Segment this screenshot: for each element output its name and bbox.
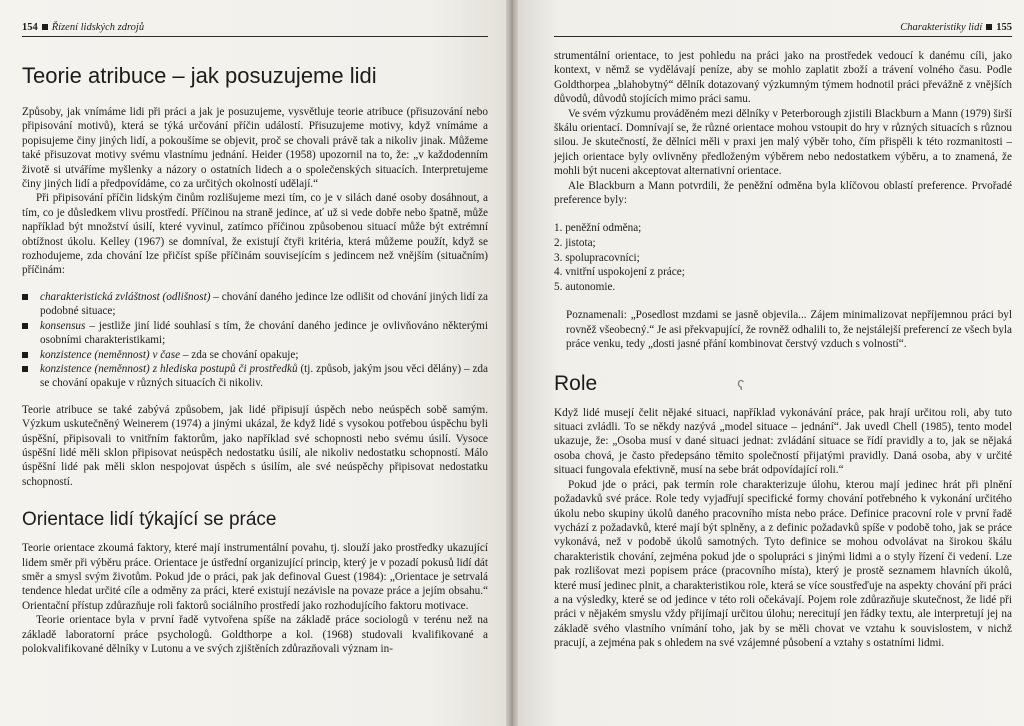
page-number-right: 155 bbox=[996, 22, 1012, 33]
paragraph-quote-observations: Poznamenali: „Posedlost mzdami se jasně objevila... Zájem minimalizovat nepříjemnou práci byl rovněž všeobecný.“ Je asi překvapující, že rovněž odhalili to, že nejstálejší preferencí ze všech byla práce venku, tedy „dosti jasné přání kombinovat čerstvý vzduch s volností“. bbox=[566, 309, 1012, 351]
running-title-right: Charakteristiky lidí bbox=[900, 22, 983, 33]
heading-role-text: Role bbox=[554, 371, 598, 395]
square-bullet-icon bbox=[22, 366, 28, 372]
list-item: 5. autonomie. bbox=[554, 280, 616, 293]
paragraph-role-definition: Pokud jde o práci, pak termín role charakterizuje úlohu, kterou mají jedinec hrát při plnění požadavků své práce. Role tedy vyjadřují specifické formy chování potřebného k vykonání určitého úkolu nebo skupiny úkolů daného pracovního místa nebo práce. Definice pracovní role v první řadě vychází z požadavků, které mají být splněny, a z definic požadavků spíše v podobě toho, jak se práce vykonává, než v podobě úkolů samotných. Tyto definice se mohou odvolávat na širokou škálu charakteristik chování, zejména pokud jde o spolupráci s jinými lidmi a o styly řízení či vedení. Lze pak rozlišovat mezi popisem práce (pracovního místa), který je prostě seznamem hlavních úkolů, které musí jedinec plnit, a charakteristikou role, která se více soustřeďuje na aspekty chování při práci a na výsledky, které se od jedince v této roli očekávají. Pojem role zdůrazňuje skutečnost, že lidé při práci v nějakém smyslu vždy přijímají určitou úlohu; nerecitují jen řádky textu, ale interpretují jej na základě svého vlastního vnímání toho, jak by se měli chovat ve vztahu k souvislostem, v nichž pracují, a zejména pak s ohledem na své vzájemné působení a vztahy s ostatními lidmi. bbox=[554, 478, 1012, 650]
heading-work-orientation: Orientace lidí týkající se práce bbox=[22, 509, 277, 531]
paragraph-orientation-theory: Teorie orientace zkoumá faktory, které mají instrumentální povahu, tj. slouží jako prostředky ukazující lidem směr při výběru práce. Orientace je ústřední organizující princip, který je v pozadí pokusů lidí dát směr a smysl svým životům. Pokud jde o práci, pak jak definoval Guest (1984): „Orientace je setrvalá tendence hledat určité cíle a odměny za práci, které existují nezávisle na povaze práce a jejím obsahu.“ Orientační přístup zdůrazňuje roli faktorů sociálního prostředí jako rozhodujícího faktoru motivace. bbox=[22, 542, 488, 612]
paragraph-role-situation: Když lidé musejí čelit nějaké situaci, například vykonávání práce, pak hrají určitou roli, aby tuto situaci zvládli. To se někdy nazývá „model situace – jednání“. Jak uvedl Chell (1985), tento model ukazuje, že: „Osoba musí v dané situaci jednat: zvládání situace se řídí pravidly a to, jak se nějaká osoba chová, je často předepsáno těmito společností přijatými pravidly. Daná osoba, aby v určité situaci fungovala efektivně, musí na sebe brát odpovídající roli.“ bbox=[554, 406, 1012, 477]
square-bullet-icon bbox=[42, 24, 48, 30]
page-number-left: 154 bbox=[22, 22, 38, 33]
list-item: 2. jistota; bbox=[554, 237, 596, 250]
list-item: 4. vnitřní uspokojení z práce; bbox=[554, 266, 685, 279]
paragraph-attribution-causes: Při připisování příčin lidským činům rozlišujeme mezi tím, co je v silách dané osoby dosáhnout, a tím, co je důsledkem vlivu prostředí. Příčinou na straně jedince, ať už si vede dobře nebo špatně, může například být množství úsilí, které vyvinul, zatímco příčinou způsobenou situací může být extrémní obtížnost úkolu. Kelley (1967) se domníval, že existují čtyři kritéria, která můžeme použít, když se rozhodujeme, zda chování lze přičíst spíše příčinám souvisejícím s jedincem než vnějším (situačním) příčinám: bbox=[22, 192, 488, 277]
right-page bbox=[518, 0, 1024, 726]
paragraph-attribution-intro: Způsoby, jak vnímáme lidi při práci a jak je posuzujeme, vysvětluje teorie atribuce (přisuzování nebo připisování motivů), která se týká určování příčin událostí. Přisuzujeme motivy, když vnímáme a popisujeme činy jiných lidí, a pokoušíme se objevit, proč se chovali právě tak a nikoliv jinak. Můžeme také přisuzovat motivy svému vlastnímu jednání. Heider (1958) upozornil na to, že: „v každodenním životě si utváříme myšlenky a názory o ostatních lidech a o společenských situacích. Interpretujeme činy jiných lidí a předpovídáme, co za určitých okolností udělají.“ bbox=[22, 106, 488, 191]
list-item: konsensus – jestliže jiní lidé souhlasí s tím, že chování daného jedince je ovlivňováno některými osobními charakteristikami; bbox=[22, 319, 488, 348]
left-page bbox=[0, 0, 506, 726]
list-item: 3. spolupracovníci; bbox=[554, 251, 640, 264]
running-head-right bbox=[554, 22, 1012, 37]
running-head-left bbox=[22, 22, 488, 37]
paragraph-success-attribution: Teorie atribuce se také zabývá způsobem, jak lidé připisují úspěch nebo neúspěch sobě samým. Výzkum uskutečněný Weinerem (1974) a jinými ukázal, že když lidé s vysokou potřebou úspěchu byli úspěšní, připisovali to vnitřním faktorům, jako například své schopnosti nebo svému úsilí. Vysoce úspěšní lidé měli sklon připisovat neúspěch nedostatku úsilí, ale nikoliv nedostatku schopností. Málo úspěšní lidé pak měli sklon nespojovat úspěch s úsilím, ale své neúspěchy připisovat nedostatku schopností. bbox=[22, 403, 488, 488]
book-gutter bbox=[506, 0, 518, 726]
list-item: konzistence (neměnnost) v čase – zda se chování opakuje; bbox=[22, 348, 488, 362]
square-bullet-icon bbox=[986, 24, 992, 30]
paragraph-orientation-sociologists: Teorie orientace byla v první řadě vytvořena spíše na základě práce sociologů v terénu než na základě laboratorní práce psychologů. Goldthorpe a kol. (1968) studovali kvalifikované a polokvalifikované dělníky v Lutonu a ve svých zjištěních zdůrazňovali význam in- bbox=[22, 614, 488, 655]
paragraph-preferences-intro: Ale Blackburn a Mann potvrdili, že peněžní odměna byla klíčovou oblastí preference. Prvořadé preference byly: bbox=[554, 179, 1012, 207]
preferences-list bbox=[554, 221, 1012, 294]
list-item: 1. peněžní odměna; bbox=[554, 222, 642, 235]
paragraph-blackburn-mann: Ve svém výzkumu prováděném mezi dělníky v Peterborough zjistili Blackburn a Mann (1979) širší škálu orientací. Domnívají se, že různé orientace mohou vstoupit do hry v různých situacích s různou silou. Je skutečností, že dělníci měli v praxi jen malý výběr toho, čím přispěli k této rozmanitosti – jejich orientace byly ovlivněny předloženým výběrem nebo nedostatkem výběru, a to znamená, že mohli být nuceni akceptovat alternativní orientace. bbox=[554, 107, 1012, 178]
square-bullet-icon bbox=[22, 352, 28, 358]
square-bullet-icon bbox=[22, 323, 28, 329]
kelley-criteria-list bbox=[22, 290, 488, 391]
paragraph-instrumental-orientation: strumentální orientace, to jest pohledu na práci jako na prostředek vedoucí k danému cíli, jako kontext, v němž se vydělávají peníze, aby se mohlo zaplatit zboží a trávení volného času. Podle Goldthorpea „blahobytný“ dělník dotazovaný výzkumným týmem hodnotil práci převážně z vnějších důvodů, důvodů stojících mimo práci samu. bbox=[554, 50, 1012, 106]
heading-attribution-theory: Teorie atribuce – jak posuzujeme lidi bbox=[22, 63, 377, 88]
margin-mark-icon: ʕ bbox=[737, 376, 745, 393]
square-bullet-icon bbox=[22, 294, 28, 300]
heading-role bbox=[554, 372, 1012, 396]
running-title-left: Řízení lidských zdrojů bbox=[51, 22, 145, 33]
list-item: konzistence (neměnnost) z hlediska postupů či prostředků (tj. způsob, jakým jsou věci dělány) – zda se chování opakuje v různých situacích či nikoliv. bbox=[22, 362, 488, 391]
list-item: charakteristická zvláštnost (odlišnost) – chování daného jedince lze odlišit od chování jiných lidí za podobné situace; bbox=[22, 290, 488, 319]
